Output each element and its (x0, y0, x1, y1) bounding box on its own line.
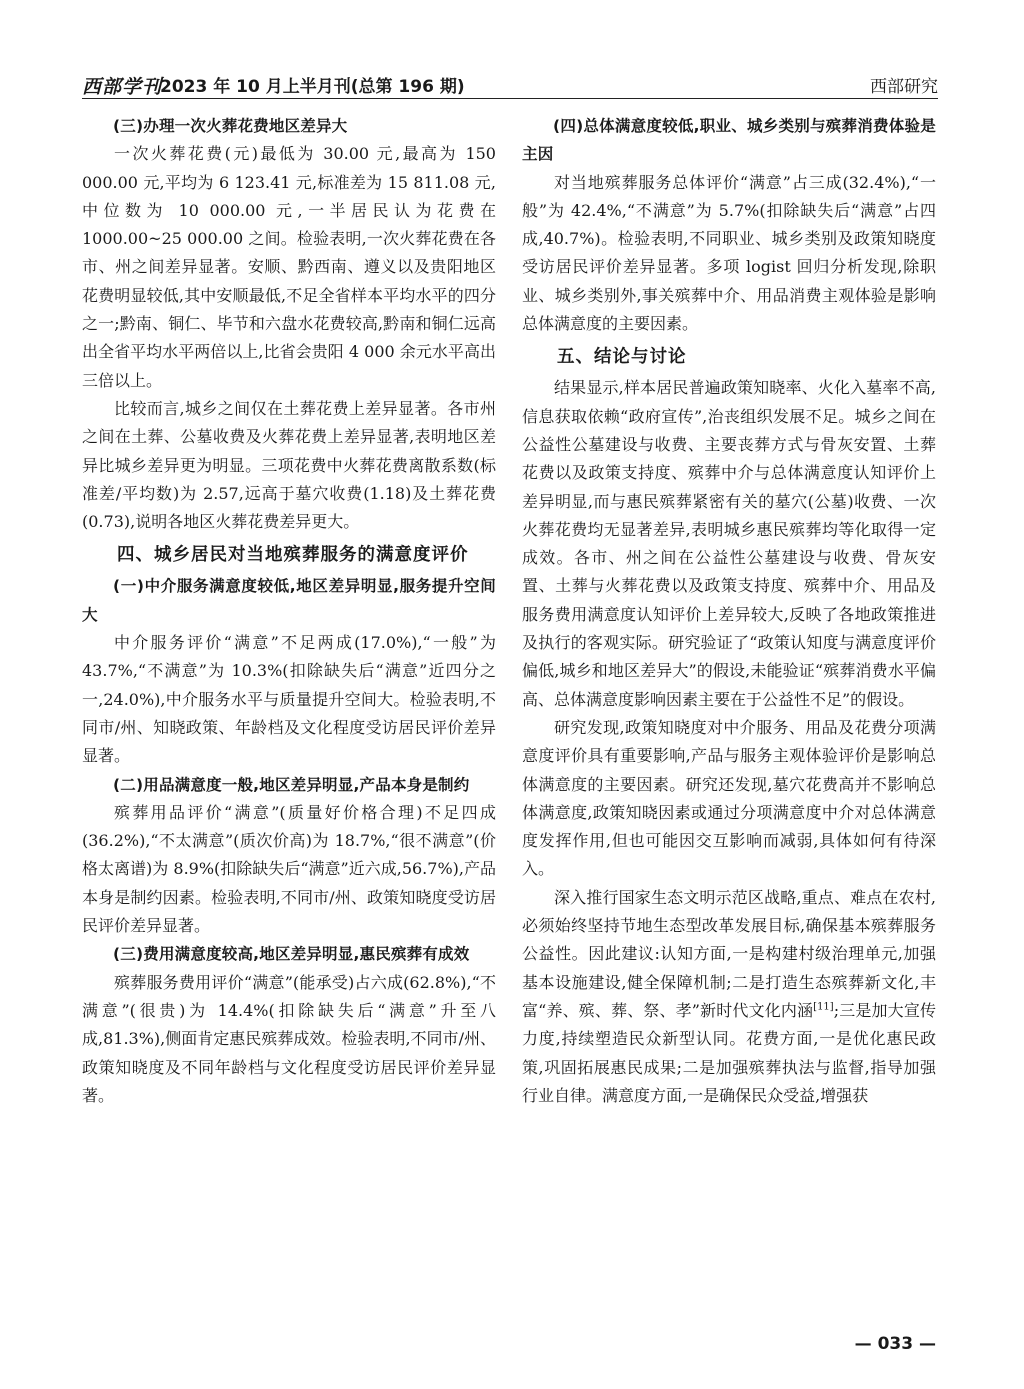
header-divider (82, 98, 938, 99)
journal-logo: 西部学刊 (82, 76, 163, 98)
page-number: — 033 — (854, 1334, 936, 1354)
subsection-heading: (四)总体满意度较低,职业、城乡类别与殡葬消费体验是主因 (522, 117, 936, 164)
section-heading: 四、城乡居民对当地殡葬服务的满意度评价 (117, 545, 469, 566)
paragraph: 结果显示,样本居民普遍政策知晓率、火化入墓率不高,信息获取依赖“政府宣传”,治丧组织发展不足。城乡之间在公益性公墓建设与收费、主要丧葬方式与骨灰安置、土葬花费以及政策支持度、殡葬中介与总体满意度认知评价上差异明显,而与惠民殡葬紧密有关的墓穴(公墓)收费、一次火葬花费均无显著差异,表明城乡惠民殡葬均等化取得一定成效。各市、州之间在公益性公墓建设与收费、骨灰安置、土葬与火葬花费以及政策支持度、殡葬中介、用品及服务费用满意度认知评价上差异较大,反映了各地政策推进及执行的客观实际。研究验证了“政策认知度与满意度评价偏低,城乡和地区差异大”的假设,未能验证“殡葬消费水平偏高、总体满意度影响因素主要在于公益性不足”的假设。 (522, 378, 936, 709)
citation-ref[interactable]: [11] (813, 1001, 834, 1013)
paragraph: 中介服务评价“满意”不足两成(17.0%),“一般”为 43.7%,“不满意”为 10.3%(扣除缺失后“满意”近四分之一,24.0%),中介服务水平与质量提升空间大。检验表明,不同市/州、知晓政策、年龄档及文化程度受访居民评价差异显著。 (82, 633, 496, 766)
section-heading: 五、结论与讨论 (557, 347, 687, 368)
section-name: 西部研究 (870, 77, 938, 97)
paragraph-text: 深入推行国家生态文明示范区战略,重点、难点在农村,必须始终坚持节地生态型改革发展目标,确保基本殡葬服务公益性。因此建议:认知方面,一是构建村级治理单元,加强基本设施建设,健全保障机制;二是打造生态殡葬新文化,丰富“养、殡、葬、祭、孝”新时代文化内涵 (522, 887, 936, 1020)
subsection-heading: (一)中介服务满意度较低,地区差异明显,服务提升空间大 (82, 577, 496, 624)
paragraph: 对当地殡葬服务总体评价“满意”占三成(32.4%),“一般”为 42.4%,“不满意”为 5.7%(扣除缺失后“满意”占四成,40.7%)。检验表明,不同职业、城乡类别及政策知晓度受访居民评价差异显著。多项 logist 回归分析发现,除职业、城乡类别外,事关殡葬中介、用品消费主观体验是影响总体满意度的主要因素。 (522, 172, 936, 334)
paragraph: 殡葬用品评价“满意”(质量好价格合理)不足四成(36.2%),“不太满意”(质次价高)为 18.7%,“很不满意”(价格太离谱)为 8.9%(扣除缺失后“满意”近六成,56.7%),产品本身是制约因素。检验表明,不同市/州、政策知晓度受访居民评价差异显著。 (82, 802, 496, 936)
issue-info: 2023 年 10 月上半月刊(总第 196 期) (160, 77, 465, 97)
paragraph: 一次火葬花费(元)最低为 30.00 元,最高为 150 000.00 元,平均为 6 123.41 元,标准差为 15 811.08 元,中位数为 10 000.00 元,一半居民认为花费在 1000.00~25 000.00 之间。检验表明,一次火葬花费在各市、州之间差异显著。安顺、黔西南、遵义以及贵阳地区花费明显较低,其中安顺最低,不足全省样本平均水平的四分之一;黔南、铜仁、毕节和六盘水花费较高,黔南和铜仁远高出全省平均水平两倍以上,比省会贵阳 4 000 余元水平高出三倍以上。 (82, 144, 496, 390)
subsection-heading: (三)办理一次火葬花费地区差异大 (113, 117, 348, 135)
paragraph: 比较而言,城乡之间仅在土葬花费上差异显著。各市州之间在土葬、公墓收费及火葬花费上差异显著,表明地区差异比城乡差异更为明显。三项花费中火葬花费离散系数(标准差/平均数)为 2.57,远高于墓穴收费(1.18)及土葬花费(0.73),说明各地区火葬花费差异更大。 (82, 398, 496, 532)
paragraph (522, 884, 936, 1110)
subsection-heading: (二)用品满意度一般,地区差异明显,产品本身是制约 (113, 775, 470, 794)
paragraph: 研究发现,政策知晓度对中介服务、用品及花费分项满意度评价具有重要影响,产品与服务主观体验评价是影响总体满意度的主要因素。研究还发现,墓穴花费高并不影响总体满意度,政策知晓因素或通过分项满意度中介对总体满意度发挥作用,但也可能因交互影响而减弱,具体如何有待深入。 (522, 717, 936, 879)
paragraph: 殡葬服务费用评价“满意”(能承受)占六成(62.8%),“不满意”(很贵)为 14.4%(扣除缺失后“满意”升至八成,81.3%),侧面肯定惠民殡葬成效。检验表明,不同市/州、政策知晓度及不同年龄档与文化程度受访居民评价差异显著。 (82, 972, 496, 1105)
right-column (522, 112, 936, 1110)
paragraph-text: ;三是加大宣传力度,持续塑造民众新型认同。花费方面,一是优化惠民政策,巩固拓展惠民成果;二是加强殡葬执法与监督,指导加强行业自律。满意度方面,一是确保民众受益,增强获 (522, 1000, 936, 1105)
subsection-heading: (三)费用满意度较高,地区差异明显,惠民殡葬有成效 (113, 945, 470, 964)
page-header (82, 68, 938, 98)
left-column (82, 112, 496, 1110)
